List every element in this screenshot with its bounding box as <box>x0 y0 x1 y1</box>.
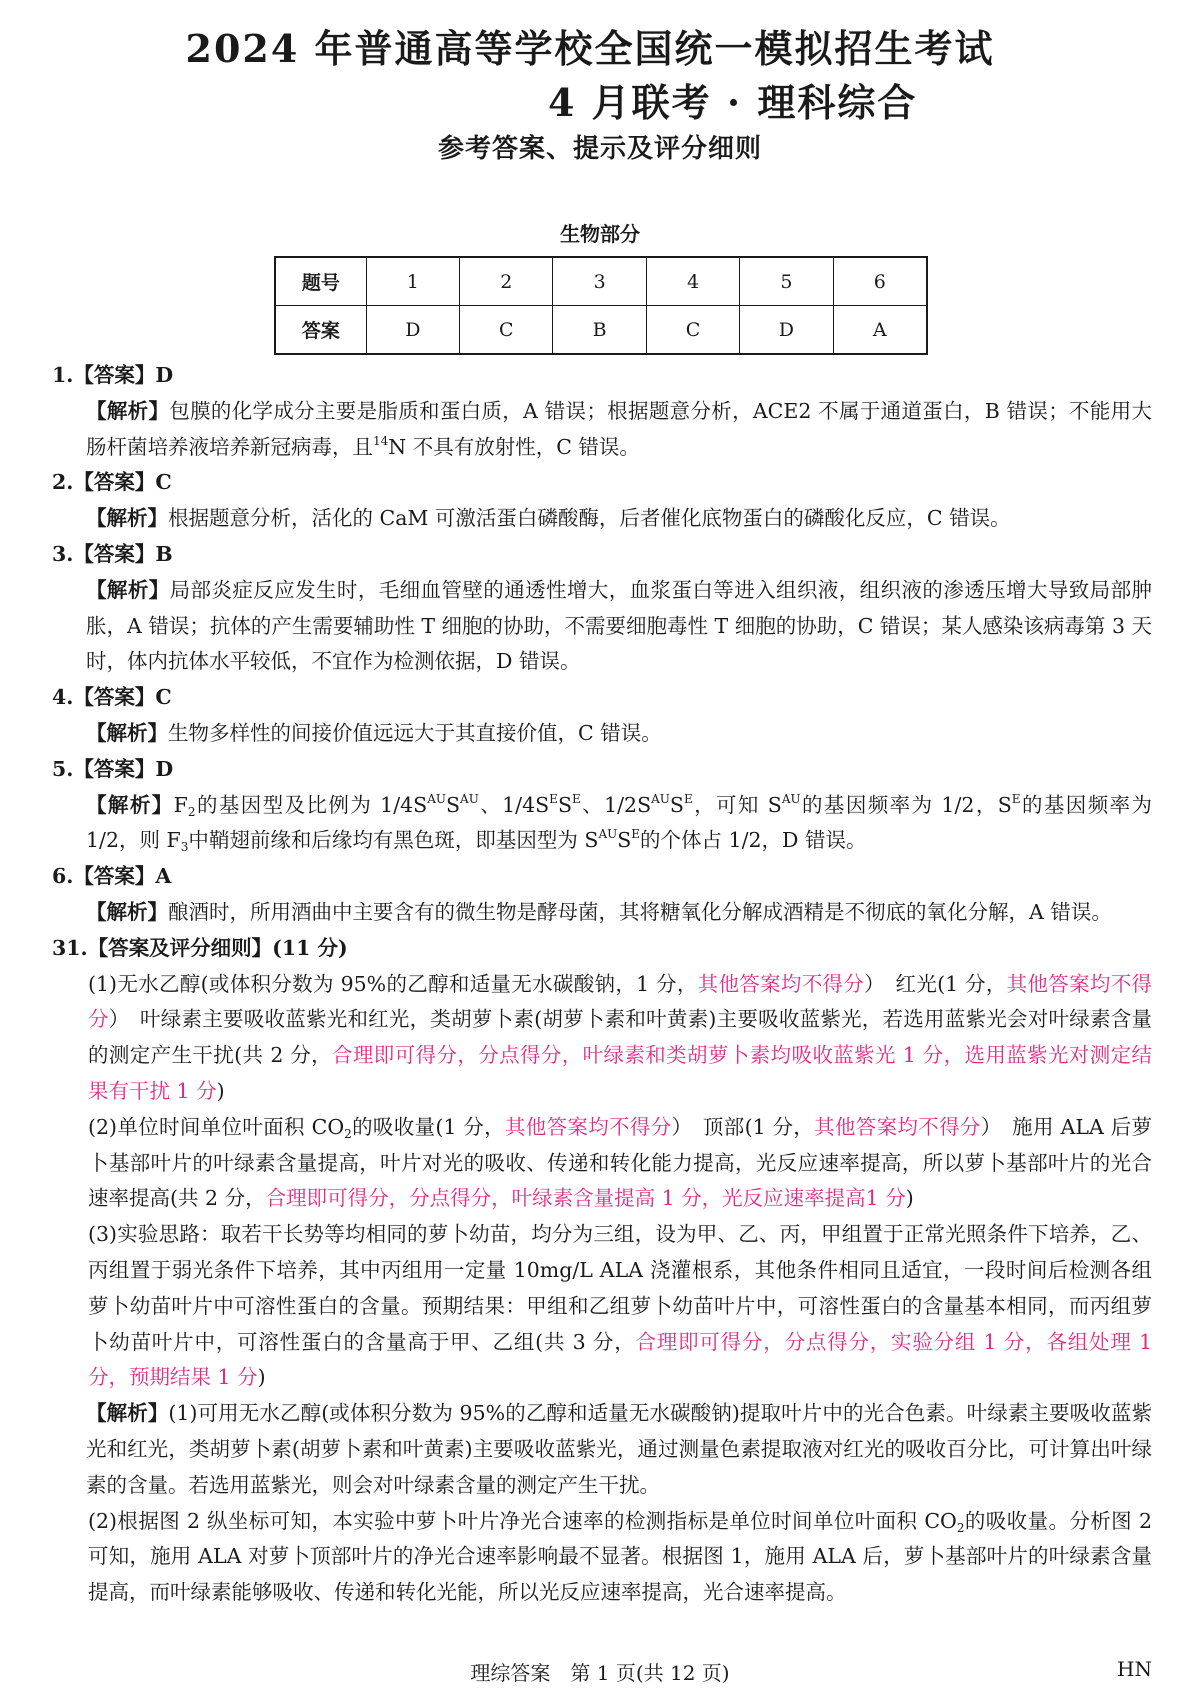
footer-code: HN <box>1117 1657 1152 1681</box>
q6-answer: 6.【答案】A <box>52 864 172 889</box>
table-cell: 2 <box>460 257 553 306</box>
q31-analysis-2: (2)根据图 2 纵坐标可知，本实验中萝卜叶片净光合速率的检测指标是单位时间单位叶面积 $CO_2$的吸收量。分析图 2 可知，施用 ALA 对萝卜顶部叶片的净光合速率影响最不显著。根据图 1，施用 ALA 后，萝卜基部叶片的叶绿素含量提高，而叶绿素能够吸收、传递和转化光能，所以光反应速率提高，光合速率提高。 <box>88 1508 1152 1605</box>
answer-explanations <box>52 358 1152 1611</box>
table-header-number: 题号 <box>275 257 366 306</box>
q3-analysis: 【解析】局部炎症反应发生时，毛细血管壁的通透性增大，血浆蛋白等进入组织液，组织液的渗透压增大导致局部肿胀，A 错误；抗体的产生需要辅助性 T 细胞的协助，不需要细胞毒性 T 细胞的协助，C 错误；某人感染该病毒第 3 天时，体内抗体水平较低，不宜作为检测依据，D 错误。 <box>86 577 1153 674</box>
table-cell: 1 <box>366 257 459 306</box>
scoring-note: 合理即可得分，分点得分，实验分组 1 分，各组处理 1 分，预期结果 1 分 <box>88 1329 1152 1390</box>
table-cell: 6 <box>833 257 927 306</box>
q1-answer: 1.【答案】D <box>52 363 174 387</box>
q31-part3: (3)实验思路：取若干长势等均相同的萝卜幼苗，均分为三组，设为甲、乙、丙，甲组置于正常光照条件下培养，乙、丙组置于弱光条件下培养，其中丙组用一定量 10mg/L ALA 浇灌根系，其他条件相同且适宜，一段时间后检测各组萝卜幼苗叶片中可溶性蛋白的含量。预期结果：甲组和乙组萝卜幼苗叶片中，可溶性蛋白的含量基本相同，而丙组萝卜幼苗叶片中，可溶性蛋白的含量高于甲、乙组(共 3 分，合理即可得分，分点得分，实验分组 1 分，各组处理 1 分，预期结果 1 分) <box>88 1222 1152 1390</box>
q5-answer: 5.【答案】D <box>52 756 174 781</box>
table-cell: D <box>366 306 459 355</box>
q5-analysis: 【解析】$F_2$的基因型及比例为 $1/4S^{AU}S^{AU}$、$1/4S^ES^E$、$1/2S^{AU}S^E$，可知 $S^{AU}$的基因频率为 1/2，$S^E$的基因频率为 1/2，则 $F_3$中鞘翅前缘和后缘均有黑色斑，即基因型为 $S^{AU}S^E$的个体占 1/2，D 错误。 <box>86 791 1153 855</box>
table-cell: D <box>740 306 833 355</box>
q31-analysis-1: 【解析】(1)可用无水乙醇(或体积分数为 95%的乙醇和适量无水碳酸钠)提取叶片中的光合色素。叶绿素主要吸收蓝紫光和红光，类胡萝卜素(胡萝卜素和叶黄素)主要吸收蓝紫光，通过测量色素提取液对红光的吸收百分比，可计算出叶绿素的含量。若选用蓝紫光，则会对叶绿素含量的测定产生干扰。 <box>86 1401 1152 1497</box>
q4-answer: 4.【答案】C <box>52 685 172 710</box>
page-footer: 理综答案 第 1 页(共 12 页) <box>470 1661 730 1685</box>
q6-analysis: 【解析】酿酒时，所用酒曲中主要含有的微生物是酵母菌，其将糖氧化分解成酒精是不彻底的氧化分解，A 错误。 <box>86 899 1112 924</box>
q3-answer: 3.【答案】B <box>52 541 173 566</box>
scoring-note: 其他答案均不得分 <box>88 971 1153 1032</box>
exam-title: 2024 年普通高等学校全国统一模拟招生考试 <box>185 26 995 71</box>
q31-heading: 31.【答案及评分细则】(11 分) <box>52 935 348 960</box>
scoring-note: 合理即可得分，分点得分，叶绿素和类胡萝卜素均吸收蓝紫光 1 分，选用蓝紫光对测定结果有干扰 1 分 <box>88 1043 1153 1103</box>
table-row-answers <box>275 306 927 355</box>
table-header-answer: 答案 <box>275 306 366 355</box>
exam-subtitle: 4 月联考 · 理科综合 <box>548 80 918 125</box>
scoring-note: 其他答案均不得分 <box>697 971 865 996</box>
answer-table <box>274 256 928 355</box>
scoring-note: 合理即可得分，分点得分，叶绿素含量提高 1 分，光反应速率提高1 分 <box>265 1186 906 1211</box>
q2-analysis: 【解析】根据题意分析，活化的 CaM 可激活蛋白磷酸酶，后者催化底物蛋白的磷酸化反应，C 错误。 <box>86 506 1011 531</box>
table-cell: 3 <box>553 257 646 306</box>
q1-analysis: 【解析】包膜的化学成分主要是脂质和蛋白质，A 错误；根据题意分析，ACE2 不属于通道蛋白，B 错误；不能用大肠杆菌培养液培养新冠病毒，且$^{14}$N 不具有放射性，C 错误。 <box>86 398 1152 459</box>
table-row-numbers <box>275 257 927 306</box>
table-cell: C <box>460 306 553 355</box>
table-cell: C <box>646 306 739 355</box>
q31-part1: (1)无水乙醇(或体积分数为 95%的乙醇和适量无水碳酸钠，1 分，其他答案均不得分） 红光(1 分，其他答案均不得分） 叶绿素主要吸收蓝紫光和红光，类胡萝卜素(胡萝卜素和叶黄素)主要吸收蓝紫光，若选用蓝紫光会对叶绿素含量的测定产生干扰(共 2 分，合理即可得分，分点得分，叶绿素和类胡萝卜素均吸收蓝紫光 1 分，选用蓝紫光对测定结果有干扰 1 分) <box>88 971 1153 1103</box>
document-title: 参考答案、提示及评分细则 <box>437 134 762 164</box>
table-cell: A <box>833 306 927 355</box>
table-cell: 5 <box>740 257 833 306</box>
q2-answer: 2.【答案】C <box>52 470 172 495</box>
scoring-note: 其他答案均不得分 <box>504 1114 672 1139</box>
q4-analysis: 【解析】生物多样性的间接价值远远大于其直接价值，C 错误。 <box>86 720 662 745</box>
scoring-note: 其他答案均不得分 <box>814 1114 981 1139</box>
table-cell: 4 <box>646 257 739 306</box>
q31-part2: (2)单位时间单位叶面积 $CO_2$的吸收量(1 分，其他答案均不得分） 顶部(1 分，其他答案均不得分） 施用 ALA 后萝卜基部叶片的叶绿素含量提高，叶片对光的吸收、传递和转化能力提高，光反应速率提高，所以萝卜基部叶片的光合速率提高(共 2 分，合理即可得分，分点得分，叶绿素含量提高 1 分，光反应速率提高1 分) <box>88 1114 1153 1211</box>
table-cell: B <box>553 306 646 355</box>
section-title: 生物部分 <box>560 222 640 246</box>
